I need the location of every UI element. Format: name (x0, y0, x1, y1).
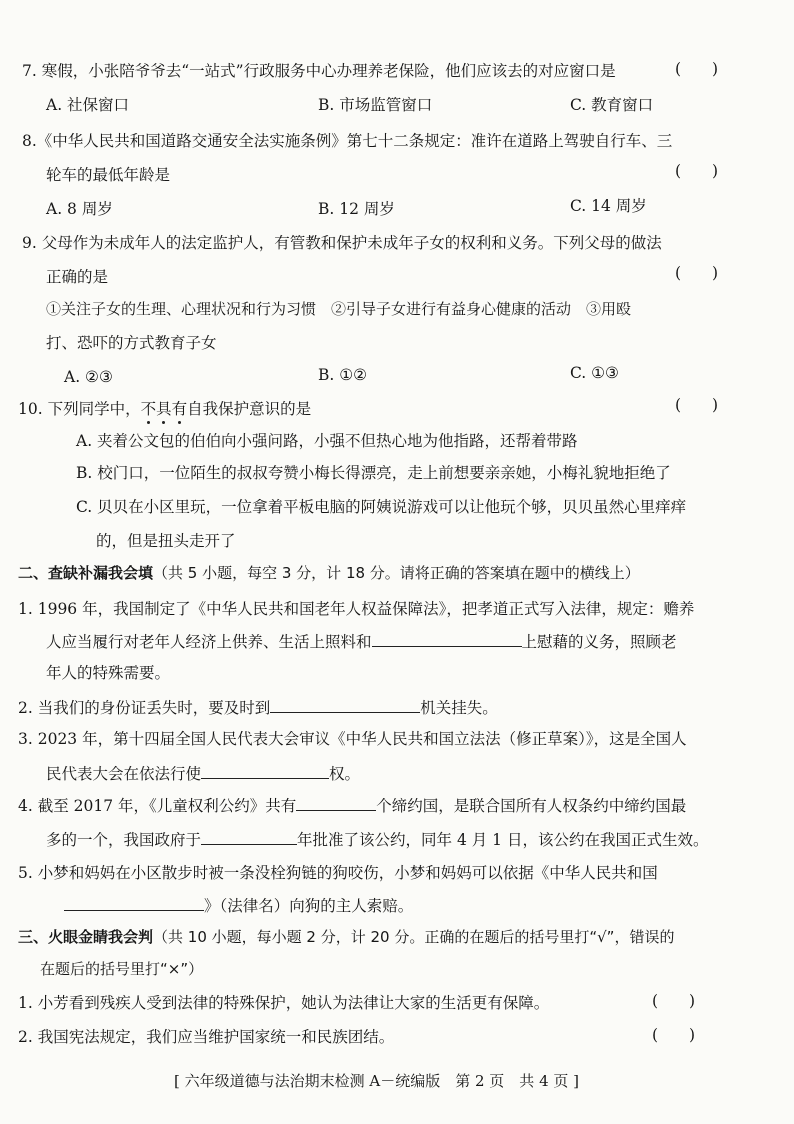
fill-3-line2: 民代表大会在依法行使 权。 (46, 762, 360, 785)
q8-stem-line1: 8.《中华人民共和国道路交通安全法实施条例》第七十二条规定：准许在道路上驾驶自行车、三 (22, 132, 673, 150)
section-3-note-line2: 在题后的括号里打“×”） (40, 960, 204, 978)
q10-option-b: B. 校门口，一位陌生的叔叔夸赞小梅长得漂亮，走上前想要亲亲她，小梅礼貌地拒绝了 (76, 464, 671, 482)
q7-option-b: B. 市场监管窗口 (318, 96, 433, 114)
fill-3-line1: 3. 2023 年，第十四届全国人民代表大会审议《中华人民共和国立法法（修正草案）》，这是全国人 (18, 730, 687, 748)
q8-answer-paren[interactable]: ( ) (675, 162, 719, 180)
fill-5-line2: 》（法律名）向狗的主人索赔。 (64, 894, 413, 917)
fill-1-line3: 年人的特殊需要。 (46, 664, 171, 682)
q7-option-a: A. 社保窗口 (46, 96, 130, 114)
section-2-title: 二、查缺补漏我会填 (18, 564, 154, 582)
fill-2: 2. 当我们的身份证丢失时，要及时到 机关挂失。 (18, 696, 498, 719)
q9-option-a: A. ②③ (64, 368, 113, 386)
q7-answer-paren[interactable]: ( ) (675, 60, 719, 78)
q8-option-a: A. 8 周岁 (46, 200, 113, 218)
judge-2-answer-paren[interactable]: ( ) (652, 1026, 696, 1044)
q10-stem-pre: 10. 下列同学中， (18, 400, 141, 418)
q9-items-line2: 打、恐吓的方式教育子女 (46, 334, 217, 352)
q9-option-b: B. ①② (318, 366, 368, 384)
section-3-note-line1: （共 10 小题，每小题 2 分，计 20 分。正确的在题后的括号里打“√”，错误的 (153, 928, 675, 946)
q10-emphasis-char-1: 不 (141, 400, 157, 418)
q9-stem-line1: 9. 父母作为未成年人的法定监护人，有管教和保护未成年子女的权利和义务。下列父母的做法 (22, 234, 662, 252)
q9-answer-paren[interactable]: ( ) (675, 264, 719, 282)
q10-option-c-line1: C. 贝贝在小区里玩，一位拿着平板电脑的阿姨说游戏可以让他玩个够，贝贝虽然心里痒痒 (76, 498, 687, 516)
q10-option-a: A. 夹着公文包的伯伯向小强问路，小强不但热心地为他指路，还帮着带路 (76, 432, 578, 450)
q8-option-b: B. 12 周岁 (318, 200, 395, 218)
q10-answer-paren[interactable]: ( ) (675, 396, 719, 414)
fill-1-line2: 人应当履行对老年人经济上供养、生活上照料和 上慰藉的义务，照顾老 (46, 630, 677, 653)
fill-1-line1: 1. 1996 年，我国制定了《中华人民共和国老年人权益保障法》，把孝道正式写入法律，规定：赡养 (18, 600, 695, 618)
page-footer: [ 六年级道德与法治期末检测 A－统编版 第 2 页 共 4 页 ] (174, 1072, 580, 1090)
q9-items-line1: ①关注子女的生理、心理状况和行为习惯 ②引导子女进行有益身心健康的活动 ③用殴 (46, 300, 632, 318)
fill-4-blank-1[interactable] (296, 794, 376, 811)
judge-1-answer-paren[interactable]: ( ) (652, 992, 696, 1010)
q10-stem (18, 398, 311, 420)
judge-1: 1. 小芳看到残疾人受到法律的特殊保护，她认为法律让大家的生活更有保障。 (18, 994, 550, 1012)
section-2-heading (18, 562, 640, 584)
fill-1-blank[interactable] (372, 630, 522, 647)
q10-stem-post: 自我保护意识的是 (187, 400, 312, 418)
fill-5-line1: 5. 小梦和妈妈在小区散步时被一条没栓狗链的狗咬伤，小梦和妈妈可以依据《中华人民共和国 (18, 864, 658, 882)
q7-option-c: C. 教育窗口 (570, 96, 654, 114)
judge-2: 2. 我国宪法规定，我们应当维护国家统一和民族团结。 (18, 1028, 395, 1046)
fill-5-blank[interactable] (64, 894, 204, 911)
fill-3-blank[interactable] (201, 762, 329, 779)
q10-emphasis-char-2: 具 (156, 400, 172, 418)
q9-stem-line2: 正确的是 (46, 268, 109, 286)
fill-4-line2: 多的一个，我国政府于 年批准了该公约，同年 4 月 1 日，该公约在我国正式生效。 (46, 828, 708, 851)
section-2-note: （共 5 小题，每空 3 分，计 18 分。请将正确的答案填在题中的横线上） (153, 564, 640, 582)
q9-option-c: C. ①③ (570, 364, 619, 382)
q7-stem: 7. 寒假，小张陪爷爷去“一站式”行政服务中心办理养老保险，他们应该去的对应窗口是 (22, 62, 616, 80)
fill-4-blank-2[interactable] (201, 828, 297, 845)
q8-stem-line2: 轮车的最低年龄是 (46, 166, 171, 184)
section-3-heading (18, 926, 674, 948)
q10-emphasis-char-3: 有 (172, 400, 188, 418)
q8-option-c: C. 14 周岁 (570, 197, 647, 215)
q10-option-c-line2: 的，但是扭头走开了 (96, 532, 236, 550)
section-3-title: 三、火眼金睛我会判 (18, 928, 154, 946)
fill-2-blank[interactable] (270, 696, 420, 713)
fill-4-line1: 4. 截至 2017 年，《儿童权利公约》共有 个缔约国，是联合国所有人权条约中缔约国最 (18, 794, 686, 817)
